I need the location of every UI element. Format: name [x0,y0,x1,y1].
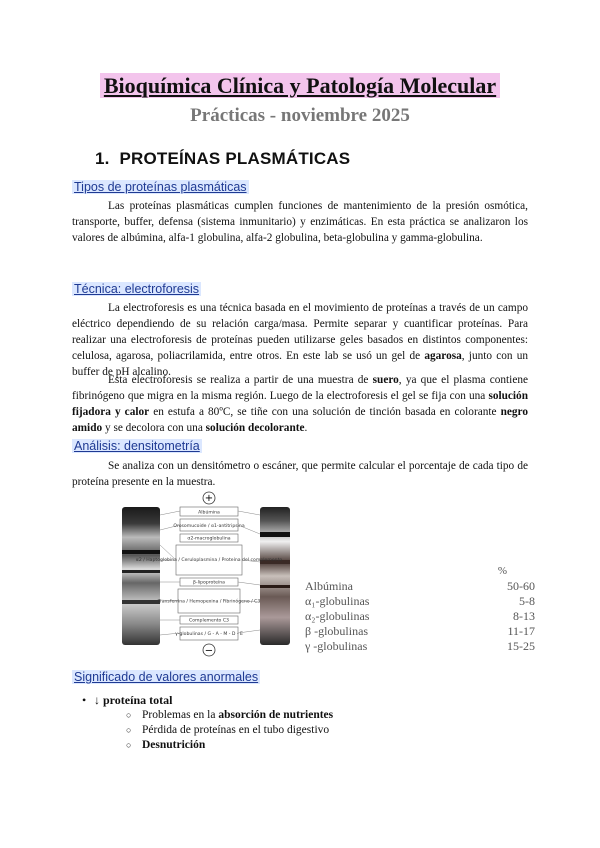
document-title: Bioquímica Clínica y Patología Molecular [0,73,600,99]
subheading-significado: Significado de valores anormales [74,670,259,684]
protein-box-label: γ-globulinas / G - A - M - D - E [175,632,243,637]
subheading-tecnica: Técnica: electroforesis [74,282,200,296]
right-gel-strip [260,507,290,645]
left-band [122,550,160,554]
percent-header: % [497,565,507,577]
left-gel-strip [122,507,160,645]
paragraph-analisis: Se analiza con un densitómetro o escáner, que permite calcular el porcentaje de cada tipo de proteína presente en la muestra. [72,460,528,488]
protein-box-label: Albúmina [198,510,220,516]
right-band [260,532,290,537]
protein-box-label: Orosomucoide / α1-antitripsina [173,524,245,529]
left-band [122,600,160,604]
subheading-tipos: Tipos de proteínas plasmáticas [74,180,247,194]
table-row: α₁-globulinas 5-8 [305,594,535,608]
left-band [122,570,160,573]
paragraph-tecnica-1: La electroforesis es una técnica basada en el movimiento de proteínas a través de un campo eléctrico dependiendo de su relación carga/masa. Permite separar y cuantificar proteínas. Para realizar una electroforesis de proteínas pueden utilizarse geles basados en distintos componentes: celulosa, agarosa, poliacrilamida, entre otros. En este lab se usó un gel de agarosa, junto con un buffer de pH alcalino. [72,302,528,378]
table-row: γ -globulinas 15-25 [305,639,535,653]
reference-values-table [305,565,535,654]
protein-box-label: β-lipoproteína [192,580,226,586]
list-item: ○ Problemas en la absorción de nutrientes [72,708,532,723]
protein-box-label: Complemento C3 [189,618,229,624]
table-row: Albúmina 50-60 [305,579,535,593]
document-subtitle: Prácticas - noviembre 2025 [190,105,410,126]
protein-box-label: Transferrina / Hemopexina / Fibrinógeno / C3 [157,599,261,605]
section-heading [95,149,350,169]
right-band [260,585,290,588]
list-item: ○ Desnutrición [72,738,532,753]
list-item: • ↓ proteína total [72,692,532,708]
bullet-list [72,692,532,753]
section-title: PROTEÍNAS PLASMÁTICAS [119,149,351,168]
table-row: α₂-globulinas 8-13 [305,609,535,623]
list-item: ○ Pérdida de proteínas en el tubo digestivo [72,723,532,738]
table-row: β -globulinas 11-17 [305,624,535,638]
protein-box-label: α2 / Haptoglobina / Ceruloplasmina / Proteína del complemento [135,558,283,563]
paragraph-tecnica-2: Esta electroforesis se realiza a partir de una muestra de suero, ya que el plasma contiene fibrinógeno que migra en la misma región. Luego de la electroforesis el gel se fija con una solución fijadora y calor en estufa a 80ºC, se tiñe con una solución de tinción basada en colorante negro amido y se decolora con una solución decolorante. [72,374,528,434]
protein-box-label: α2-macroglobulina [187,536,231,542]
section-number: 1. [95,149,110,168]
plus-pole-label: + [204,493,214,504]
subheading-analisis: Análisis: densitometría [74,439,200,453]
minus-pole-label: − [204,645,214,657]
paragraph-tipos: Las proteínas plasmáticas cumplen funciones de mantenimiento de la presión osmótica, transporte, buffer, defensa (sistema inmunitario) y enzimáticas. En esta práctica se analizaron los valores de albúmina, alfa-1 globulina, alfa-2 globulina, beta-globulina y gamma-globulina. [72,200,528,244]
